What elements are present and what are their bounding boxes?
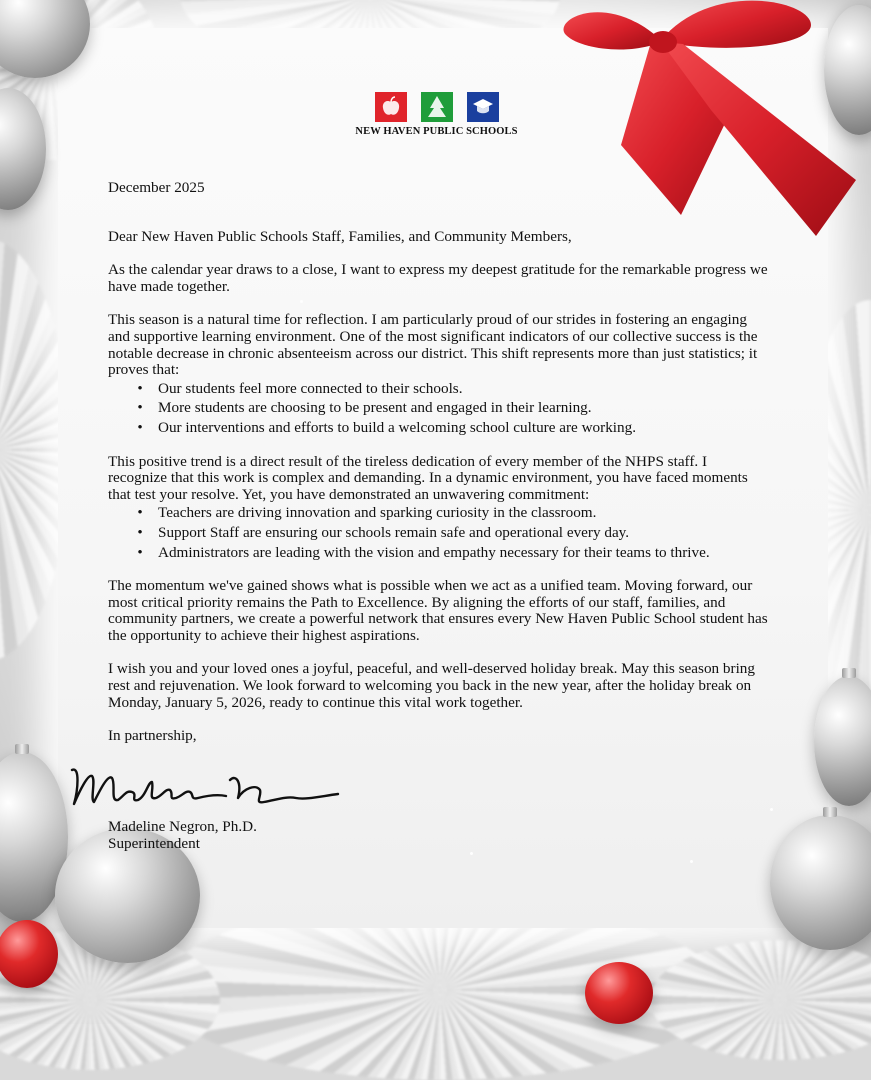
list-item: • Support Staff are ensuring our schools remain safe and operational every day. xyxy=(137,523,630,541)
snow-sparkle xyxy=(470,852,473,855)
bullet-list xyxy=(108,505,768,561)
graduation-cap-icon xyxy=(467,92,499,122)
snow-sparkle xyxy=(770,808,773,811)
paragraph: As the calendar year draws to a close, I want to express my deepest gratitude for the remarkable progress we have made together. xyxy=(108,261,768,295)
signer-title: Superintendent xyxy=(108,835,200,852)
letter-date: December 2025 xyxy=(108,179,205,196)
district-logo-block xyxy=(349,92,524,137)
snow-sparkle xyxy=(690,860,693,863)
red-ornament xyxy=(585,962,653,1024)
list-item: • Our interventions and efforts to build a welcoming school culture are working. xyxy=(137,418,637,436)
paragraph: This positive trend is a direct result of the tireless dedication of every member of the NHPS staff. I recognize that this work is complex and demanding. In a dynamic environment, you have faced moments that test your resolve. Yet, you have demonstrated an unwavering commitment: xyxy=(108,452,748,503)
tree-icon xyxy=(421,92,453,122)
district-name: NEW HAVEN PUBLIC SCHOOLS xyxy=(355,126,518,137)
apple-icon xyxy=(375,92,407,122)
handwritten-signature xyxy=(66,760,346,822)
signer-block xyxy=(108,818,257,852)
list-item: • Our students feel more connected to their schools. xyxy=(137,379,463,397)
list-item: • Teachers are driving innovation and sparking curiosity in the classroom. xyxy=(137,504,597,522)
paragraph: I wish you and your loved ones a joyful, peaceful, and well-deserved holiday break. May this season bring rest and rejuvenation. We look forward to welcoming you back in the new year, after the holiday break on Monday, January 5, 2026, ready to continue this vital work together. xyxy=(108,660,755,711)
list-item: • Administrators are leading with the vision and empathy necessary for their teams to thrive. xyxy=(137,543,710,561)
list-item: • More students are choosing to be present and engaged in their learning. xyxy=(137,399,592,417)
paragraph: This season is a natural time for reflection. I am particularly proud of our strides in fostering an engaging and supportive learning environment. One of the most significant indicators of our collective success is the notable decrease in chronic absenteeism across our district. This shift represents more than just statistics; it proves that: xyxy=(108,311,758,379)
letter-body xyxy=(108,180,768,762)
bullet-list xyxy=(108,381,768,437)
closing: In partnership, xyxy=(108,727,197,745)
salutation: Dear New Haven Public Schools Staff, Families, and Community Members, xyxy=(108,227,572,245)
signer-name: Madeline Negron, Ph.D. xyxy=(108,818,257,835)
paragraph: The momentum we've gained shows what is possible when we act as a unified team. Moving forward, our most critical priority remains the Path to Excellence. By aligning the efforts of our staff, families, and community partners, we create a powerful network that ensures every New Haven Public School student has the opportunity to achieve their highest aspirations. xyxy=(108,577,768,644)
